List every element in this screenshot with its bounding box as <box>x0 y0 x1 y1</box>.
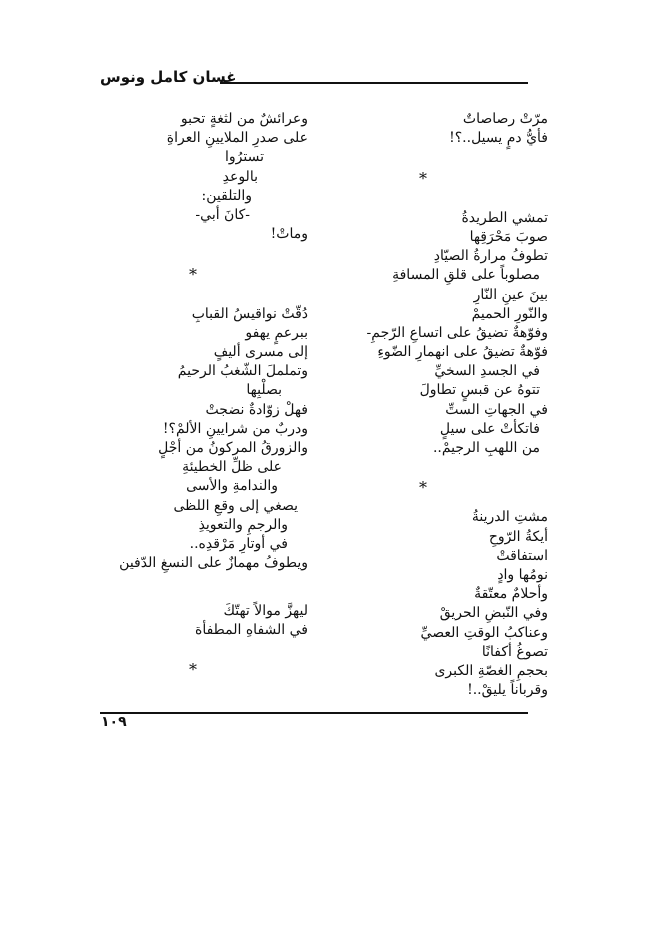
header-rule <box>220 82 528 84</box>
poem-line: إلى مسرى أليفٍ <box>213 344 308 361</box>
poem-line: في الشفاهِ المطفأة <box>194 621 308 638</box>
poem-line: بالوعدِ <box>222 168 258 185</box>
poem-line: والتلقين: <box>201 187 252 204</box>
poem-line: وعناكبُ الوقتِ العصيِّ <box>420 624 548 641</box>
stanza-spacer <box>78 573 308 592</box>
section-separator-asterisk: * <box>189 660 197 680</box>
poem-line: في الجسدِ السخيِّ <box>434 363 540 380</box>
poem-line: على صدرِ الملايينِ العراةِ <box>166 130 308 147</box>
poem-line: والنّورِ الحميمْ <box>471 305 548 322</box>
poem-line: بحجمِ الغصّةِ الكبرى <box>434 662 548 679</box>
poem-line: وفوّهةٌ تضيقُ على اتساعِ الرّجمِ- <box>366 324 548 341</box>
poem-line: تسترُوا <box>225 149 264 166</box>
poem-column-right <box>298 110 548 700</box>
stanza-spacer <box>298 499 548 508</box>
poem-line: وتململَ الشّغبُ الرحيمُ <box>177 363 308 380</box>
poem-line: وعرائشٌ من لثغةٍ تحبو <box>180 111 308 127</box>
poem-line: والرجمِ والتعويذِ <box>198 516 288 533</box>
poem-line: في الجهاتِ الستِّ <box>445 401 548 418</box>
poem-line: ببرعمٍ يهفو <box>245 324 308 341</box>
poem-line: صوبَ مَحْرَقِها <box>469 228 548 245</box>
poem-line: تطوفُ مرارةُ الصيّادِ <box>433 248 548 265</box>
poem-line: وماتْ! <box>270 226 308 243</box>
poem-column-left <box>78 110 308 681</box>
poem-line: مشتِ الدرينةُ <box>471 509 548 526</box>
stanza-spacer <box>298 148 548 167</box>
poem-line: فاتكأتْ على سيلٍ <box>439 420 540 437</box>
section-separator-asterisk: * <box>419 478 427 498</box>
poem-line: مرّتْ رصاصاتٌ <box>462 111 548 127</box>
poem-line: وفي النّبضِ الحريقْ <box>439 605 548 622</box>
poem-line: تتوهُ عن قبسٍ تطاولَ <box>419 382 540 399</box>
poem-line: ليهزَّ موالاً تهتّكَ <box>223 602 308 619</box>
footer-rule <box>100 712 528 714</box>
poem-line: والزورقُ المركونُ من أجْلٍ <box>158 440 308 456</box>
poem-line: ودربٌ من شرايينِ الألمْ؟! <box>162 420 308 437</box>
poem-line: من اللهبِ الرجيمْ.. <box>432 440 540 456</box>
poem-line: في أوتارِ مَرْقدِه.. <box>189 535 288 552</box>
poem-line: فأيُّ دمٍ يسيل..؟! <box>449 130 548 147</box>
stanza-spacer <box>78 640 308 659</box>
stanza-spacer <box>298 458 548 477</box>
stanza-spacer <box>298 190 548 209</box>
running-head-author: غسان كامل ونوس <box>100 68 237 86</box>
section-separator-asterisk: * <box>189 264 197 284</box>
poem-line: على ظلِّ الخطيئةِ <box>182 459 282 476</box>
poem-line: بصلْبِها <box>246 382 282 399</box>
poem-line: فهلْ زوّادةٌ نضجتْ <box>205 401 308 418</box>
poem-line: دُقّتْ نواقيسُ القبابِ <box>191 305 308 322</box>
stanza-spacer <box>78 244 308 263</box>
poem-line: -كانَ أبي- <box>195 206 250 223</box>
poem-line: استفاقتْ <box>496 547 548 564</box>
poem-line: ويطوفُ مهمازٌ على النسغِ الدّفين <box>119 555 308 572</box>
poem-line: مصلوباً على قلقِ المسافةِ <box>392 267 540 284</box>
poem-line: بينَ عينِ النّارِ <box>473 286 548 303</box>
poem-line: فوّهةٌ تضيقُ على انهمارِ الضّوءِ <box>377 344 548 361</box>
poem-line: تمشي الطريدةُ <box>461 209 548 226</box>
page-number: ١٠٩ <box>101 714 127 730</box>
poem-line: تصوغُ أكفانًا <box>481 643 548 660</box>
stanza-spacer <box>78 593 308 602</box>
poem-line: والندامةِ والأسى <box>186 478 278 495</box>
poem-line: وقرباناً يليقْ..! <box>467 682 548 699</box>
section-separator-asterisk: * <box>419 168 427 188</box>
poem-line: وأحلامٌ معتّقةٌ <box>474 586 548 603</box>
stanza-spacer <box>78 286 308 305</box>
poem-line: نومُها وادٍ <box>497 566 548 583</box>
poem-line: يصغي إلى وقعِ اللظى <box>173 497 298 514</box>
poem-line: أيكةُ الرّوحِ <box>488 528 548 545</box>
page-header <box>100 68 528 92</box>
